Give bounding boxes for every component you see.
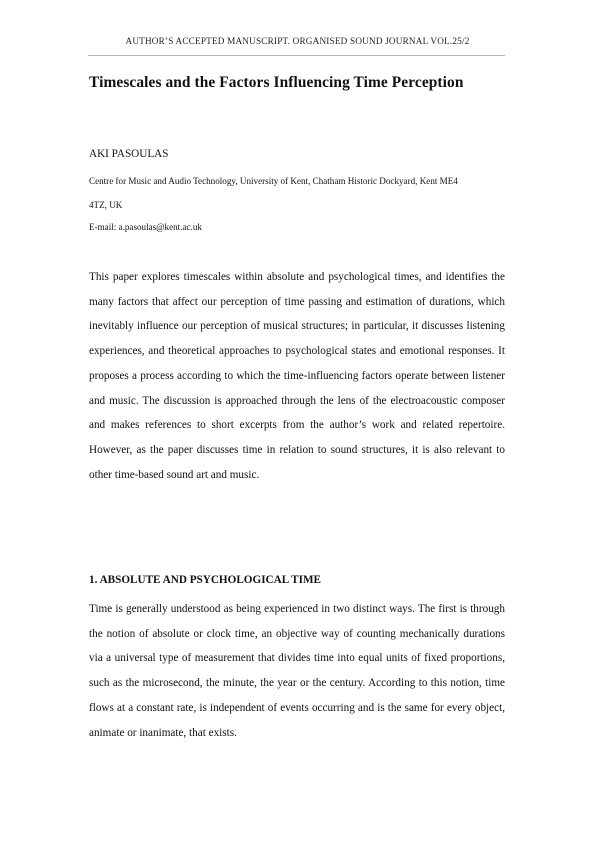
affiliation-line-1: Centre for Music and Audio Technology, University of Kent, Chatham Historic Dockyard, Kent ME4 (89, 176, 458, 186)
author-name: AKI PASOULAS (89, 148, 169, 160)
author-email: E-mail: a.pasoulas@kent.ac.uk (89, 222, 202, 232)
affiliation-line-2: 4TZ, UK (89, 200, 123, 210)
header-divider (88, 55, 505, 56)
abstract-paragraph: This paper explores timescales within absolute and psychological times, and identifies the many factors that affect our perception of time passing and estimation of durations, which inevitably influence our perception of musical structures; in particular, it discusses listening experiences, and theoretical approaches to psychological states and emotional responses. It proposes a process according to which the time-influencing factors operate between listener and music. The discussion is approached through the lens of the electroacoustic composer and makes references to short excerpts from the author’s work and related repertoire. However, as the paper discusses time in relation to sound structures, it is also relevant to other time-based sound art and music. (89, 271, 505, 481)
section-body-paragraph: Time is generally understood as being experienced in two distinct ways. The first is through the notion of absolute or clock time, an objective way of counting mechanically durations via a universal type of measurement that divides time into equal units of fixed proportions, such as the microsecond, the minute, the year or the century. According to this notion, time flows at a constant rate, is independent of events occurring and is the same for every object, animate or inanimate, that exists. (89, 603, 505, 739)
section-heading: 1. ABSOLUTE AND PSYCHOLOGICAL TIME (89, 574, 321, 586)
paper-title: Timescales and the Factors Influencing Time Perception (89, 74, 464, 91)
running-header: AUTHOR’S ACCEPTED MANUSCRIPT. ORGANISED SOUND JOURNAL VOL.25/2 (125, 36, 470, 46)
